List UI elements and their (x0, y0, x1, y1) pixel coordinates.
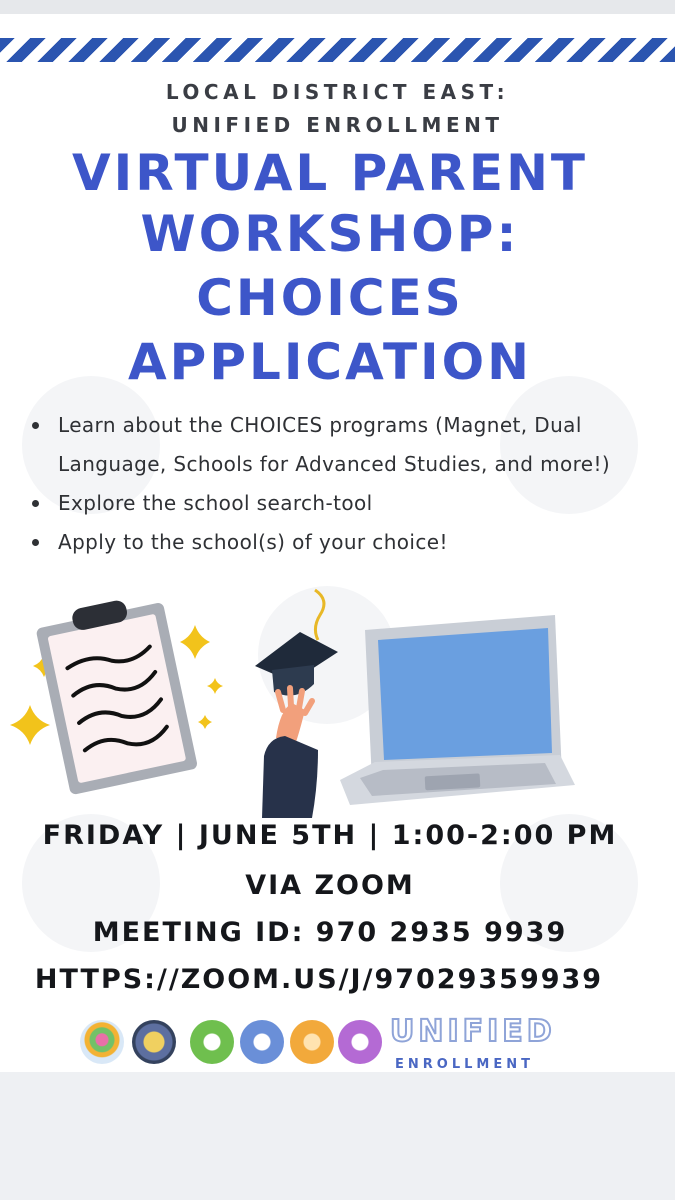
bullet-text: Apply to the school(s) of your choice! (58, 530, 448, 554)
learners-today-logo (132, 1020, 176, 1064)
laptop-icon (340, 615, 575, 805)
bullet-dot (32, 539, 39, 546)
illustration (0, 570, 675, 820)
family-logo (290, 1020, 334, 1064)
schoolhouse-logo (240, 1020, 284, 1064)
title-line-3: CHOICES (196, 269, 464, 327)
zoom-link[interactable]: HTTPS://ZOOM.US/J/97029359939 (34, 964, 604, 995)
bottom-margin (0, 1072, 675, 1200)
pencil-ruler-logo (190, 1020, 234, 1064)
clipboard-icon (33, 591, 198, 795)
at-sign-logo (338, 1020, 382, 1064)
event-platform: VIA ZOOM (245, 870, 415, 901)
top-margin (0, 0, 675, 14)
graduation-cap-icon (255, 590, 338, 696)
title-line-4: APPLICATION (127, 333, 533, 391)
title-line-2: WORKSHOP: (140, 205, 520, 263)
unified-logo-word: UNIFIED (390, 1014, 556, 1049)
bullet-item (26, 406, 666, 484)
raised-hand-icon (262, 688, 318, 818)
unified-logo-text (390, 1014, 556, 1049)
event-schedule: FRIDAY | JUNE 5TH | 1:00-2:00 PM (42, 820, 618, 851)
bullet-item (26, 484, 666, 523)
bullet-list (26, 406, 666, 562)
district-line-1: LOCAL DISTRICT EAST: (165, 80, 510, 104)
bullet-dot (32, 422, 39, 429)
tree-logo (80, 1020, 124, 1064)
striped-border (0, 38, 675, 62)
meeting-id: MEETING ID: 970 2935 9939 (92, 917, 568, 948)
bullet-text: Explore the school search-tool (58, 491, 373, 515)
bullet-item (26, 523, 666, 562)
bullet-dot (32, 500, 39, 507)
enrollment-logo-text: ENROLLMENT (395, 1057, 534, 1072)
flyer (0, 14, 675, 1072)
title-line-1: VIRTUAL PARENT (71, 144, 589, 202)
district-line-2: UNIFIED ENROLLMENT (171, 113, 504, 137)
bullet-text: Learn about the CHOICES programs (Magnet, Dual Language, Schools for Advanced Studies, and more!) (58, 413, 611, 476)
